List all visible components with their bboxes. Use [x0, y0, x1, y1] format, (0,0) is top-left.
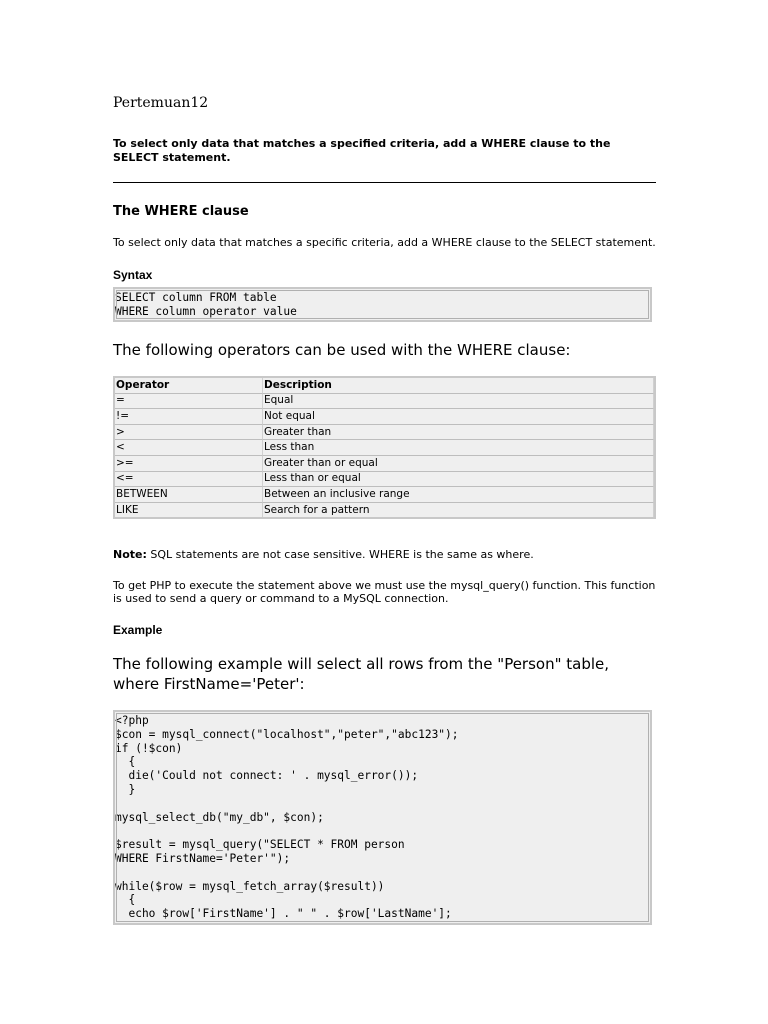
table-row	[115, 487, 654, 503]
description-cell: Greater than or equal	[263, 456, 654, 472]
operators-table	[113, 376, 656, 519]
table-row	[115, 425, 654, 441]
where-clause-heading: The WHERE clause	[113, 204, 249, 219]
description-cell: Greater than	[263, 425, 654, 441]
table-row	[115, 409, 654, 425]
table-row	[115, 394, 654, 410]
operators-intro: The following operators can be used with the WHERE clause:	[113, 341, 571, 359]
operator-cell: <	[115, 440, 263, 456]
description-cell: Less than	[263, 440, 654, 456]
operators-table-header-row	[115, 378, 654, 394]
operator-cell: >	[115, 425, 263, 441]
operator-cell: >=	[115, 456, 263, 472]
syntax-label: Syntax	[113, 268, 153, 282]
table-row	[115, 503, 654, 518]
php-paragraph: To get PHP to execute the statement above we must use the mysql_query() function. This function is used to send a query or command to a MySQL connection.	[113, 579, 656, 605]
operator-cell: =	[115, 394, 263, 410]
note-label: Note:	[113, 548, 147, 561]
operator-cell: <=	[115, 472, 263, 488]
description-cell: Between an inclusive range	[263, 487, 654, 503]
operator-cell: !=	[115, 409, 263, 425]
note-text: SQL statements are not case sensitive. WHERE is the same as where.	[146, 548, 534, 561]
table-row	[115, 472, 654, 488]
intro-paragraph: To select only data that matches a specified criteria, add a WHERE clause to the SELECT statement.	[113, 137, 611, 164]
description-cell: Not equal	[263, 409, 654, 425]
example-label: Example	[113, 623, 163, 637]
description-cell: Search for a pattern	[263, 503, 654, 518]
syntax-code-block: SELECT column FROM table WHERE column operator value	[113, 287, 652, 322]
note-paragraph	[113, 548, 656, 562]
operator-cell: BETWEEN	[115, 487, 263, 503]
operators-header-operator: Operator	[115, 378, 263, 394]
table-row	[115, 440, 654, 456]
document-header-title: Pertemuan12	[113, 95, 209, 111]
operator-cell: LIKE	[115, 503, 263, 518]
operators-header-description: Description	[263, 378, 654, 394]
description-cell: Equal	[263, 394, 654, 410]
description-cell: Less than or equal	[263, 472, 654, 488]
example-code-block: <?php $con = mysql_connect("localhost","peter","abc123"); if (!$con) { die('Could not connect: ' . mysql_error()); } mysql_select_db("my_db", $con); $result = mysql_query("SELECT * FROM person WHERE FirstName='Peter'"); while($row = mysql_fetch_array($result)) { echo $row['FirstName'] . " " . $row['LastName'];	[113, 710, 652, 925]
horizontal-rule	[113, 182, 656, 183]
example-intro: The following example will select all rows from the "Person" table, where FirstName='Peter':	[113, 655, 610, 693]
where-clause-paragraph: To select only data that matches a specific criteria, add a WHERE clause to the SELECT statement.	[113, 236, 656, 249]
table-row	[115, 456, 654, 472]
